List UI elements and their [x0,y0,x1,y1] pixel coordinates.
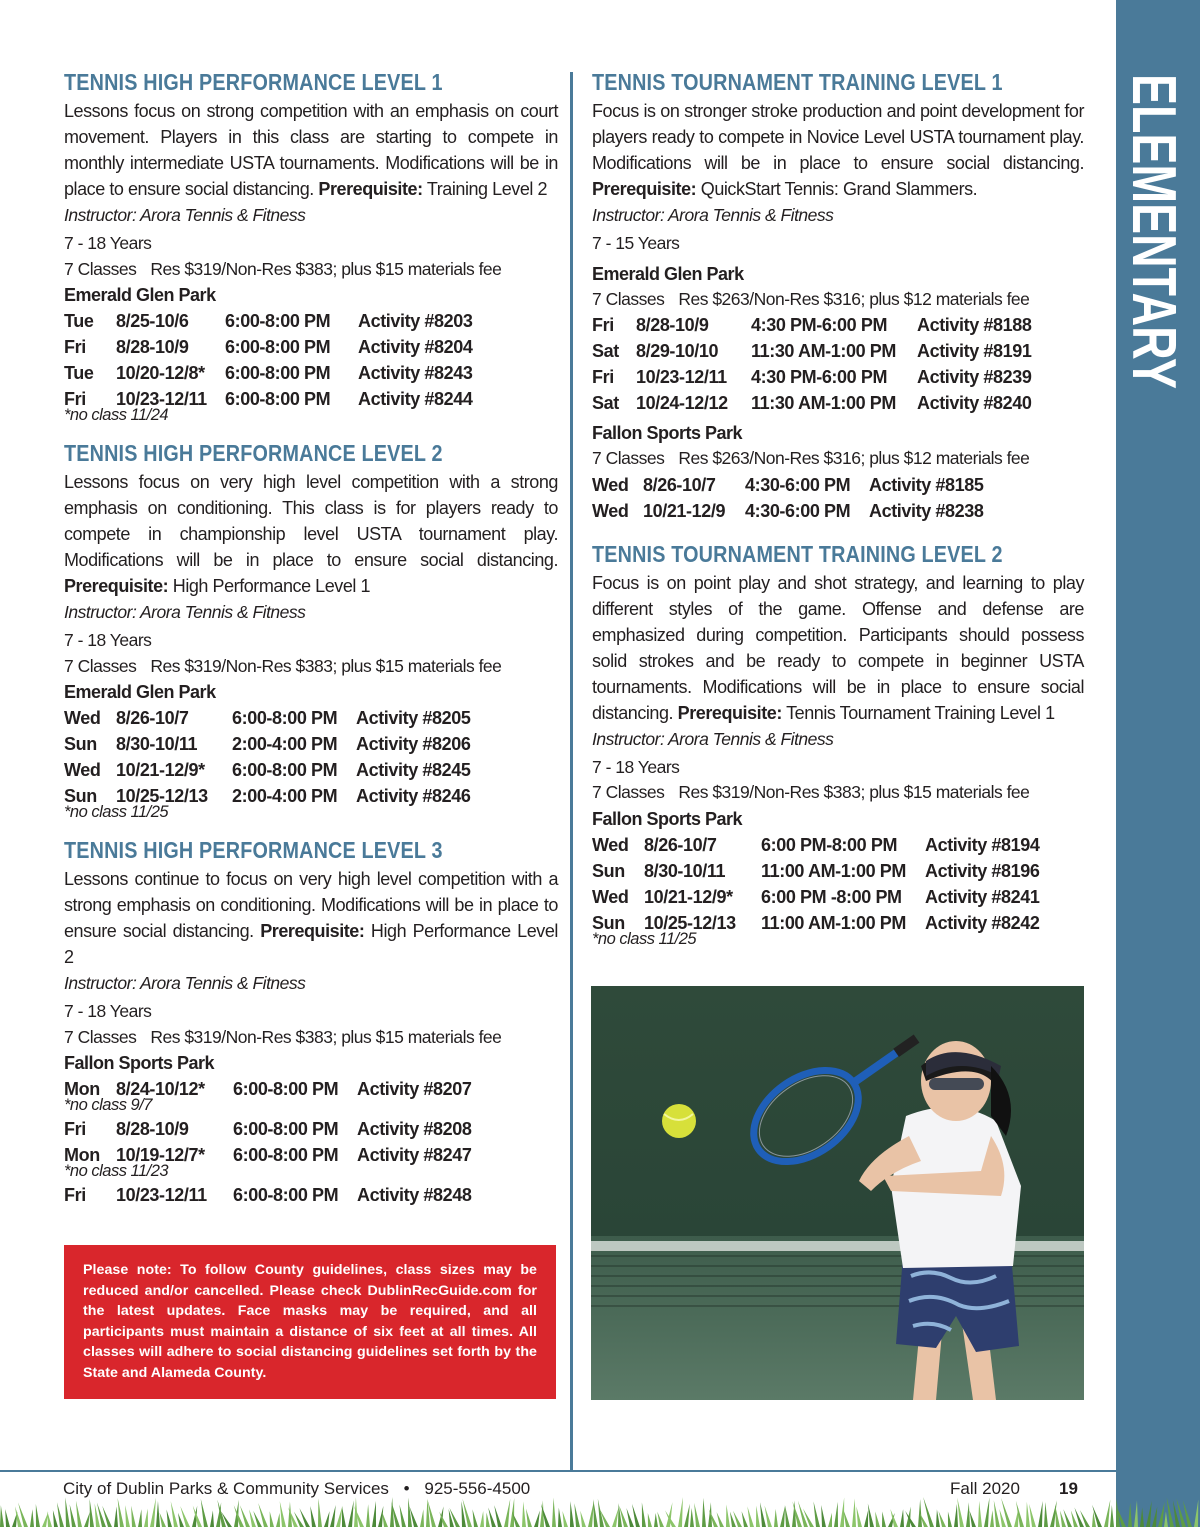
instructor: Instructor: Arora Tennis & Fitness [64,205,306,225]
park-name: Emerald Glen Park [64,682,216,702]
schedule-note: *no class 9/7 [64,1096,152,1114]
schedule-dates: 8/30-10/11 [644,860,726,881]
schedule-activity: Activity #8238 [869,500,984,521]
footer-bullet: • [403,1479,410,1498]
schedule-dates: 10/23-12/11 [116,389,207,409]
schedule-row [64,757,558,783]
schedule-day: Sat [592,341,619,361]
tt2-section [592,538,1084,947]
season-label: Fall 2020 [950,1479,1020,1498]
schedule-dates: 10/21-12/9 [643,500,726,521]
class-fees: 7 Classes Res $319/Non-Res $383; plus $15 materials fee [64,1026,502,1047]
schedule-dates: 8/25-10/6 [116,311,189,331]
covid-notice: Please note: To follow County guidelines, class sizes may be reduced and/or cancelled. Please check DublinRecGuide.com for the latest updates. Face masks may be required, and all participants must maintain a distance of six feet at all times. All classes will adhere to social distancing guidelines set forth by the State and Alameda County. [64,1245,556,1399]
schedule-time: 2:00-4:00 PM [232,786,338,806]
schedule-day: Wed [592,886,629,907]
schedule-day: Sat [592,393,619,413]
schedule-row [592,472,1084,498]
schedule-activity: Activity #8191 [917,341,1032,361]
ages: 7 - 18 Years [64,233,152,253]
schedule-day: Fri [592,367,614,387]
schedule-dates: 10/21-12/9* [116,760,205,780]
schedule-day: Sun [592,860,625,881]
schedule-dates: 10/23-12/11 [116,1185,207,1205]
section-title: TENNIS HIGH PERFORMANCE LEVEL 1 [64,69,443,95]
schedule-row [592,832,1084,858]
class-fees: 7 Classes Res $319/Non-Res $383; plus $15 materials fee [64,655,502,676]
schedule-dates: 10/24-12/12 [636,393,728,413]
schedule-table [64,308,558,423]
footer-rule [0,1470,1116,1472]
hp1-section [64,66,558,423]
schedule-activity: Activity #8203 [358,311,473,331]
schedule-day: Fri [64,1185,86,1205]
park-name: Emerald Glen Park [592,263,744,284]
org-name: City of Dublin Parks & Community Services [63,1479,389,1498]
schedule-time: 6:00-8:00 PM [225,311,331,331]
instructor: Instructor: Arora Tennis & Fitness [64,973,306,993]
tt1-section [592,66,1084,524]
schedule-dates: 8/26-10/7 [643,474,716,495]
schedule-day: Fri [64,389,86,409]
phone-number: 925-556-4500 [424,1479,531,1498]
park-name: Fallon Sports Park [592,423,743,443]
section-title: TENNIS HIGH PERFORMANCE LEVEL 3 [64,837,443,863]
schedule-day: Sun [592,912,625,933]
page-number: 19 [1059,1479,1078,1498]
schedule-day: Mon [64,1079,100,1099]
schedule-time: 4:30-6:00 PM [745,474,851,495]
schedule-row [64,308,558,334]
section-title: TENNIS TOURNAMENT TRAINING LEVEL 1 [592,69,1003,95]
column-divider [570,72,573,1470]
schedule-row [64,731,558,757]
schedule-note: *no class 11/23 [64,1162,169,1180]
schedule-time: 4:30-6:00 PM [745,500,851,521]
schedule-dates: 8/28-10/9 [116,337,189,357]
schedule-time: 11:00 AM-1:00 PM [761,912,906,933]
schedule-day: Tue [64,311,94,331]
hp3-section [64,834,558,1208]
schedule-activity: Activity #8194 [925,834,1040,855]
schedule-dates: 10/25-12/13 [116,786,208,806]
class-fees: 7 Classes Res $319/Non-Res $383; plus $15 materials fee [64,258,502,279]
schedule-activity: Activity #8208 [357,1119,472,1139]
schedule-activity: Activity #8185 [869,474,984,495]
schedule-row [64,1182,558,1208]
section-description: Lessons focus on very high level competition with a strong emphasis on conditioning. This class is for players ready to compete in championship level USTA tournament play. Modifications will be in place to ensure social distancing. Prerequisite: High Performance Level 1 [64,472,558,596]
instructor: Instructor: Arora Tennis & Fitness [64,602,306,622]
schedule-day: Fri [64,337,86,357]
ages: 7 - 18 Years [64,630,152,650]
schedule-dates: 8/28-10/9 [116,1119,189,1139]
schedule-time: 6:00-8:00 PM [225,363,331,383]
schedule-time: 6:00-8:00 PM [225,337,331,357]
park-name: Emerald Glen Park [64,285,216,305]
schedule-activity: Activity #8196 [925,860,1040,881]
schedule-day: Sun [64,786,97,806]
ages: 7 - 15 Years [592,233,680,253]
schedule-dates: 10/20-12/8* [116,363,205,383]
schedule-activity: Activity #8248 [357,1185,472,1205]
section-description: Lessons continue to focus on very high level competition with a strong emphasis on conditioning. Modifications will be in place to ensure social distancing. Prerequisite: High Performance Level 2 [64,869,558,967]
schedule-row [592,364,1084,390]
schedule-dates: 8/24-10/12* [116,1079,205,1099]
schedule-day: Wed [592,500,629,521]
park-name: Fallon Sports Park [592,808,743,829]
section-description: Lessons focus on strong competition with an emphasis on court movement. Players in this class are starting to compete in monthly intermediate USTA tournaments. Modifications will be in place to ensure social distancing. Prerequisite: Training Level 2 [64,101,558,199]
class-fees: 7 Classes Res $263/Non-Res $316; plus $12 materials fee [592,448,1030,468]
schedule-activity: Activity #8244 [358,389,473,409]
schedule-time: 6:00-8:00 PM [225,389,331,409]
schedule-time: 6:00-8:00 PM [233,1079,339,1099]
schedule-time: 11:30 AM-1:00 PM [751,341,896,361]
left-column [64,66,558,1222]
schedule-table [64,1076,558,1208]
schedule-activity: Activity #8240 [917,393,1032,413]
schedule-activity: Activity #8207 [357,1079,472,1099]
schedule-row [64,334,558,360]
grass-decoration [0,1497,1200,1527]
schedule-activity: Activity #8247 [357,1145,472,1165]
schedule-activity: Activity #8242 [925,912,1040,933]
section-title: TENNIS TOURNAMENT TRAINING LEVEL 2 [592,540,1003,567]
schedule-activity: Activity #8239 [917,367,1032,387]
schedule-time: 2:00-4:00 PM [232,734,338,754]
ages: 7 - 18 Years [64,1001,152,1021]
schedule-time: 11:30 AM-1:00 PM [751,393,896,413]
schedule-activity: Activity #8204 [358,337,473,357]
schedule-time: 4:30 PM-6:00 PM [751,367,888,387]
schedule-time: 6:00-8:00 PM [232,760,338,780]
schedule-activity: Activity #8246 [356,786,471,806]
sidebar-label [1111,74,1200,394]
schedule-dates: 8/29-10/10 [636,341,719,361]
schedule-activity: Activity #8206 [356,734,471,754]
svg-text:ELEMENTARY: ELEMENTARY [1119,74,1188,394]
schedule-day: Wed [64,708,101,728]
schedule-dates: 8/26-10/7 [644,834,717,855]
schedule-note: *no class 11/24 [64,406,169,424]
schedule-day: Wed [592,474,629,495]
schedule-day: Wed [592,834,629,855]
schedule-dates: 8/26-10/7 [116,708,189,728]
schedule-row [592,858,1084,884]
instructor: Instructor: Arora Tennis & Fitness [592,205,834,225]
class-fees: 7 Classes Res $263/Non-Res $316; plus $12 materials fee [592,288,1030,309]
schedule-table [64,705,558,820]
schedule-time: 6:00-8:00 PM [232,708,338,728]
schedule-note: *no class 11/25 [64,803,169,821]
schedule-row [592,312,1084,338]
ages: 7 - 18 Years [592,756,680,777]
schedule-time: 6:00 PM -8:00 PM [761,886,902,907]
right-column [592,66,1084,961]
schedule-time: 6:00-8:00 PM [233,1145,339,1165]
schedule-row [592,338,1084,364]
class-fees: 7 Classes Res $319/Non-Res $383; plus $15 materials fee [592,782,1030,802]
instructor: Instructor: Arora Tennis & Fitness [592,728,834,749]
section-description: Focus is on point play and shot strategy, and learning to play different styles of the game. Offense and defense are emphasized during competition. Participants should possess solid strokes and be ready to compete in beginner USTA tournaments. Modifications will be in place to ensure social distancing. Prerequisite: Tennis Tournament Training Level 1 [592,572,1084,723]
schedule-dates: 8/30-10/11 [116,734,198,754]
schedule-table [592,832,1084,947]
schedule-time: 6:00-8:00 PM [233,1185,339,1205]
schedule-day: Mon [64,1145,100,1165]
schedule-row [64,1116,558,1142]
schedule-time: 6:00 PM-8:00 PM [761,834,898,855]
schedule-activity: Activity #8243 [358,363,473,383]
schedule-row [64,705,558,731]
schedule-dates: 10/23-12/11 [636,367,727,387]
schedule-activity: Activity #8241 [925,886,1040,907]
schedule-day: Tue [64,363,94,383]
schedule-day: Sun [64,734,97,754]
schedule-row [592,390,1084,416]
schedule-dates: 8/28-10/9 [636,315,709,335]
hp2-section [64,437,558,820]
schedule-activity: Activity #8205 [356,708,471,728]
schedule-table [592,312,1084,416]
schedule-time: 4:30 PM-6:00 PM [751,315,888,335]
schedule-activity: Activity #8245 [356,760,471,780]
schedule-day: Fri [64,1119,86,1139]
schedule-day: Fri [592,315,614,335]
tennis-player-photo [591,986,1084,1400]
section-description: Focus is on stronger stroke production and point development for players ready to compete in Novice Level USTA tournament play. Modifications will be in place to ensure social distancing. Prerequisite: QuickStart Tennis: Grand Slammers. [592,101,1084,199]
schedule-row [592,884,1084,910]
schedule-note: *no class 11/25 [592,929,697,948]
schedule-activity: Activity #8188 [917,315,1032,335]
schedule-table [592,472,1084,524]
section-title: TENNIS HIGH PERFORMANCE LEVEL 2 [64,440,443,466]
schedule-dates: 10/21-12/9* [644,886,733,907]
schedule-time: 6:00-8:00 PM [233,1119,339,1139]
schedule-row [592,498,1084,524]
schedule-dates: 10/25-12/13 [644,912,736,933]
schedule-day: Wed [64,760,101,780]
schedule-dates: 10/19-12/7* [116,1145,205,1165]
park-name: Fallon Sports Park [64,1053,215,1073]
schedule-time: 11:00 AM-1:00 PM [761,860,906,881]
schedule-row [64,360,558,386]
